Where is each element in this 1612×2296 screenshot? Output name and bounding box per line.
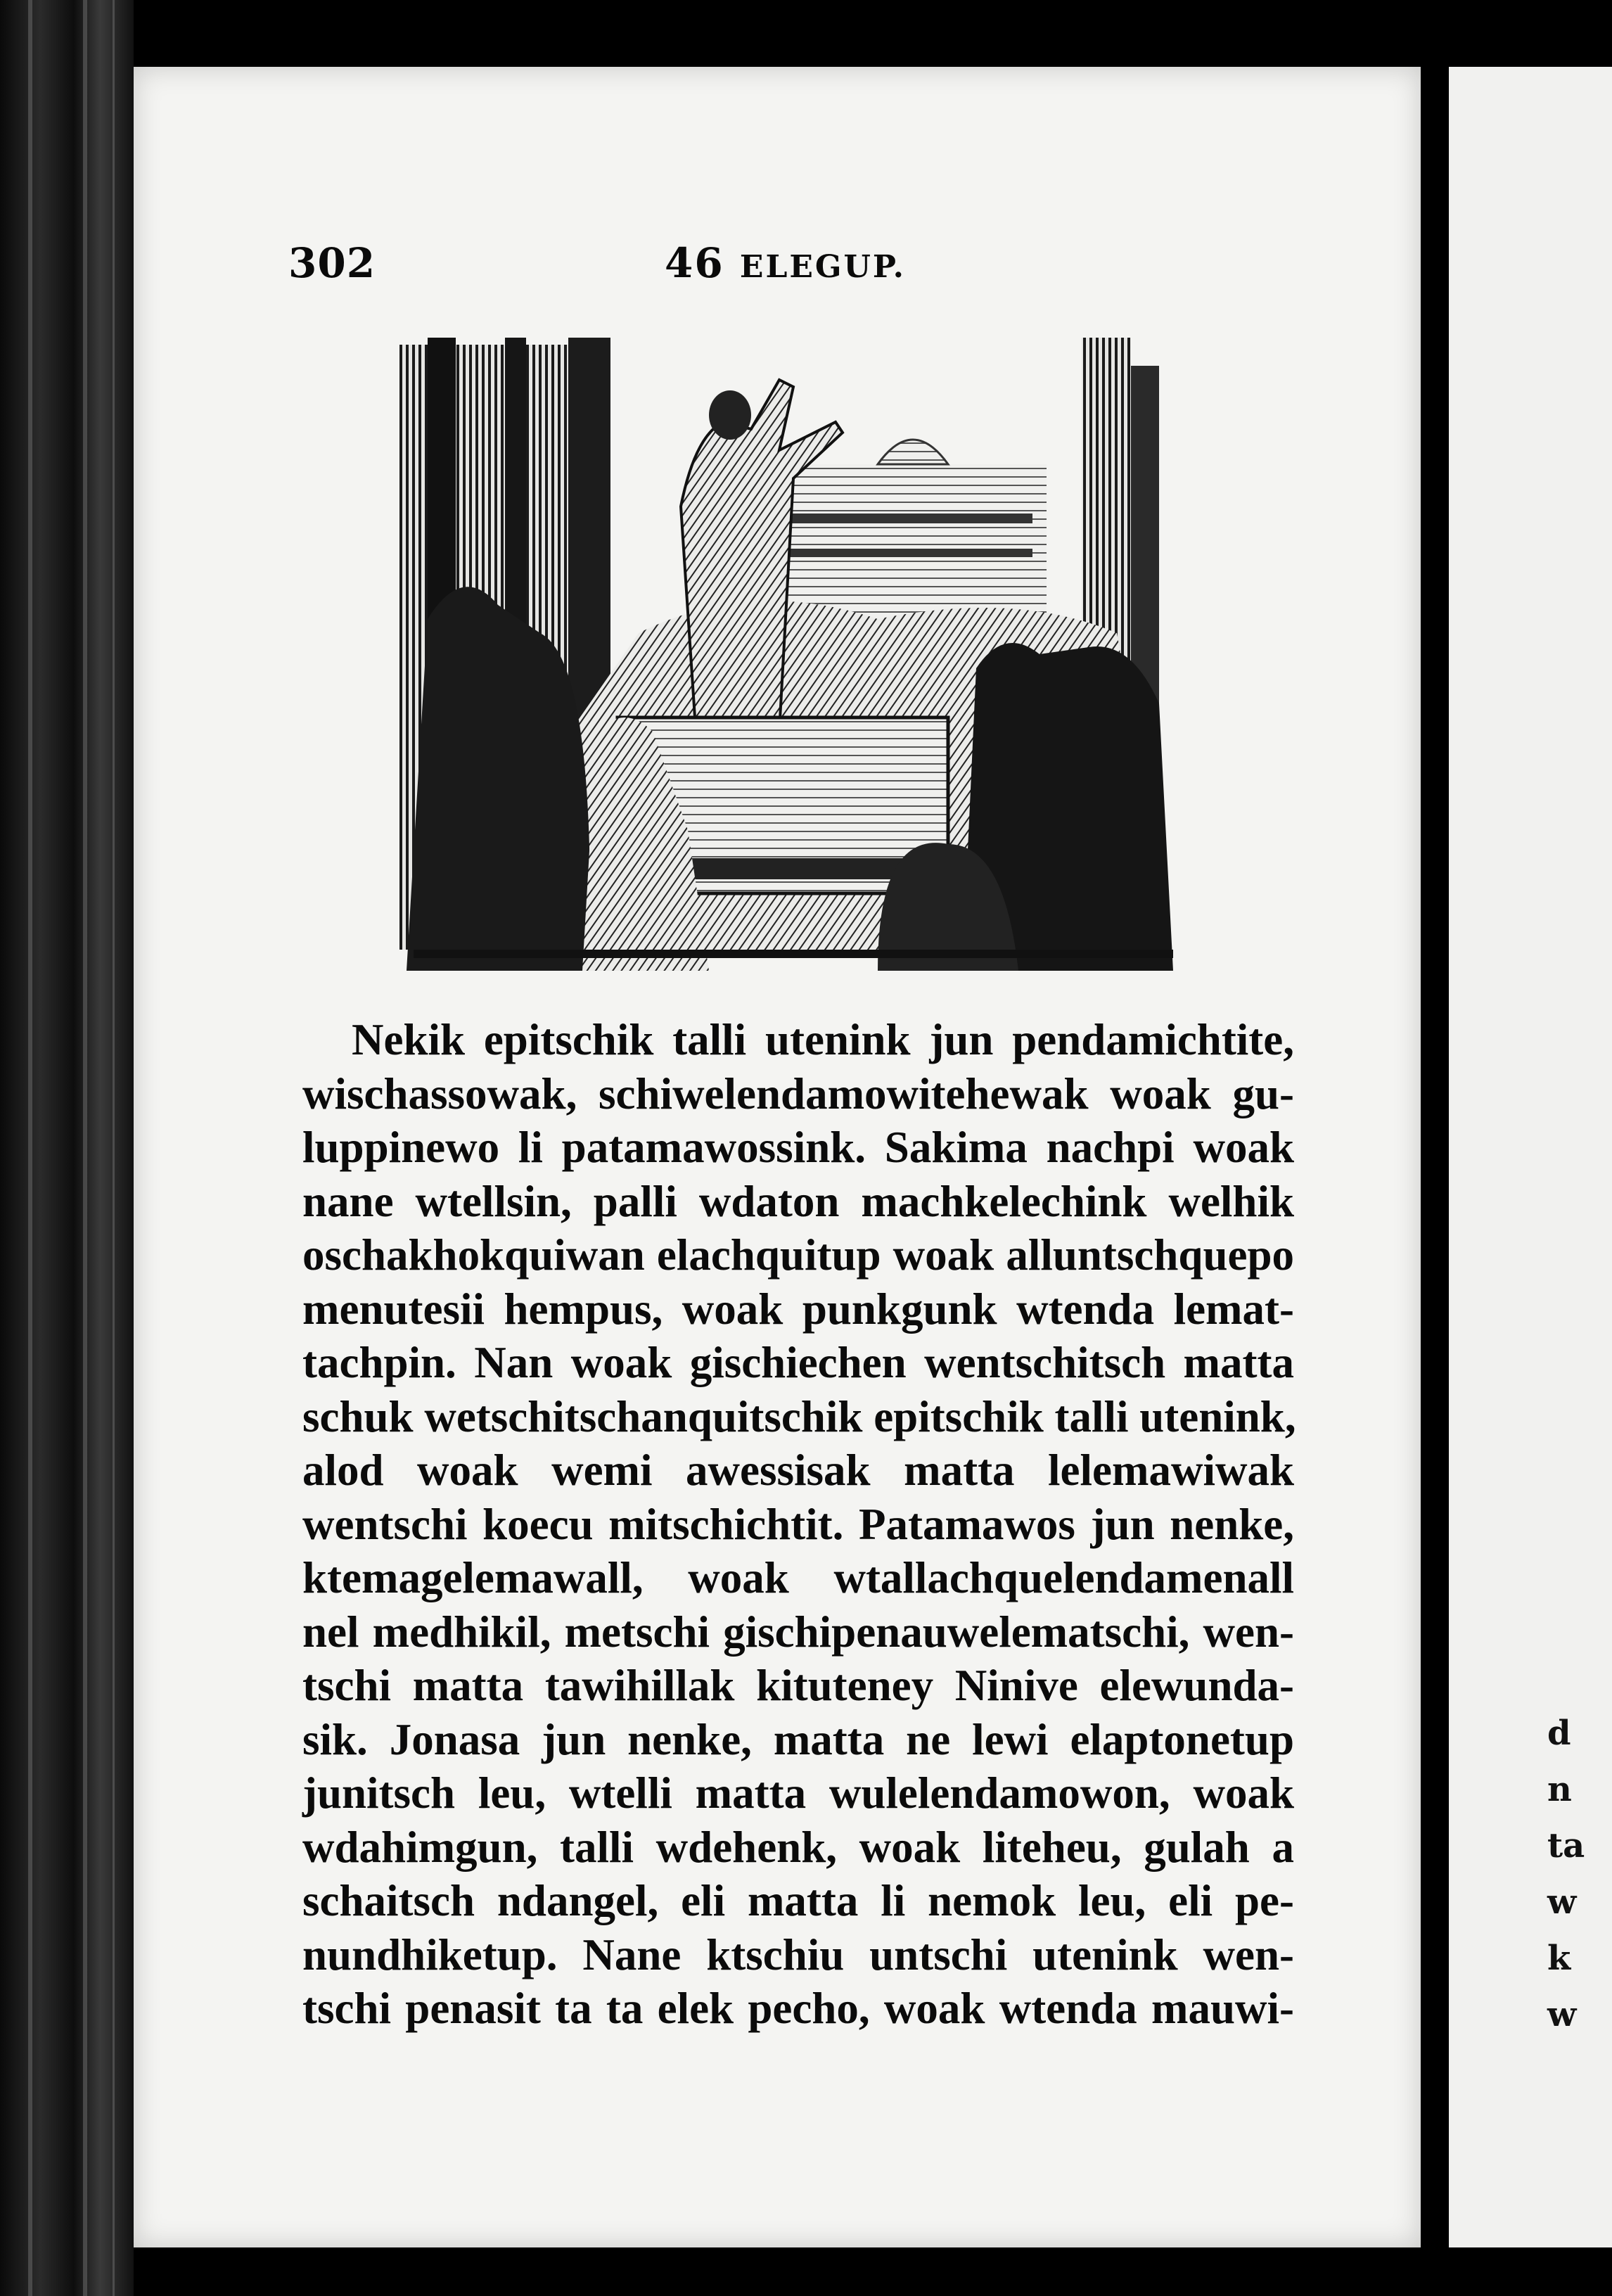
gutter-edge-line [113,0,115,2296]
text-line: alod woak wemi awessisak matta lelemawiwak [302,1446,1294,1495]
page-number: 302 [288,239,376,287]
gutter-edge-line [83,0,87,2296]
text-line: nundhiketup. Nane ktschiu untschi utenink wen- [302,1930,1294,1979]
distant-city [751,464,1047,619]
text-line: tachpin. Nan woak gischiechen wentschitsch matta [302,1338,1294,1387]
next-page-fragment: w [1547,1882,1577,1922]
next-page-fragment: ta [1547,1826,1585,1866]
next-page-fragment: d [1547,1714,1571,1753]
text-line: tschi matta tawihillak kituteney Ninive elewunda- [302,1661,1294,1710]
text-line: wdahimgun, talli wdehenk, woak liteheu, gulah a [302,1822,1294,1872]
adjacent-page-edge [1449,67,1612,2247]
text-line: wentschi koecu mitschichtit. Patamawos jun nenke, [302,1499,1294,1549]
engraving-prophet-preaching-icon [385,338,1193,971]
text-line: nane wtellsin, palli wdaton machkelechink welhik [302,1176,1294,1226]
text-line: sik. Jonasa jun nenke, matta ne lewi elaptonetup [302,1714,1294,1764]
text-line: schaitsch ndangel, eli matta li nemok leu, eli pe- [302,1876,1294,1925]
chapter-number: 46 [665,239,724,287]
text-line: junitsch leu, wtelli matta wulelendamowon, woak [302,1768,1294,1818]
text-line: oschakhokquiwan elachquitup woak alluntschquepo [302,1230,1294,1280]
page-header [288,239,1287,288]
text-line: schuk wetschitschanquitschik epitschik talli utenink, [302,1391,1296,1441]
text-line: menutesii hempus, woak punkgunk wtenda lemat- [302,1284,1294,1334]
text-line: wischassowak, schiwelendamowitehewak woak gu- [302,1069,1294,1118]
body-text [302,1013,1294,2036]
book-binding-gutter [0,0,134,2296]
gutter-edge-line [28,0,32,2296]
text-line: ktemagelemawall, woak wtallachquelendamenall [302,1553,1294,1602]
text-line: luppinewo li patamawossink. Sakima nachpi woak [302,1123,1294,1172]
text-line: tschi penasit ta ta elek pecho, woak wtenda mauwi- [302,1984,1294,2033]
text-line: Nekik epitschik talli utenink jun pendamichtite, [352,1015,1294,1064]
next-page-fragment: n [1547,1770,1572,1809]
text-line: nel medhikil, metschi gischipenauwelematschi, wen- [302,1607,1294,1657]
running-head [665,239,906,287]
chapter-title: ELEGUP. [739,249,907,285]
next-page-fragment: k [1547,1939,1571,1978]
next-page-fragment: w [1547,1995,1577,2034]
